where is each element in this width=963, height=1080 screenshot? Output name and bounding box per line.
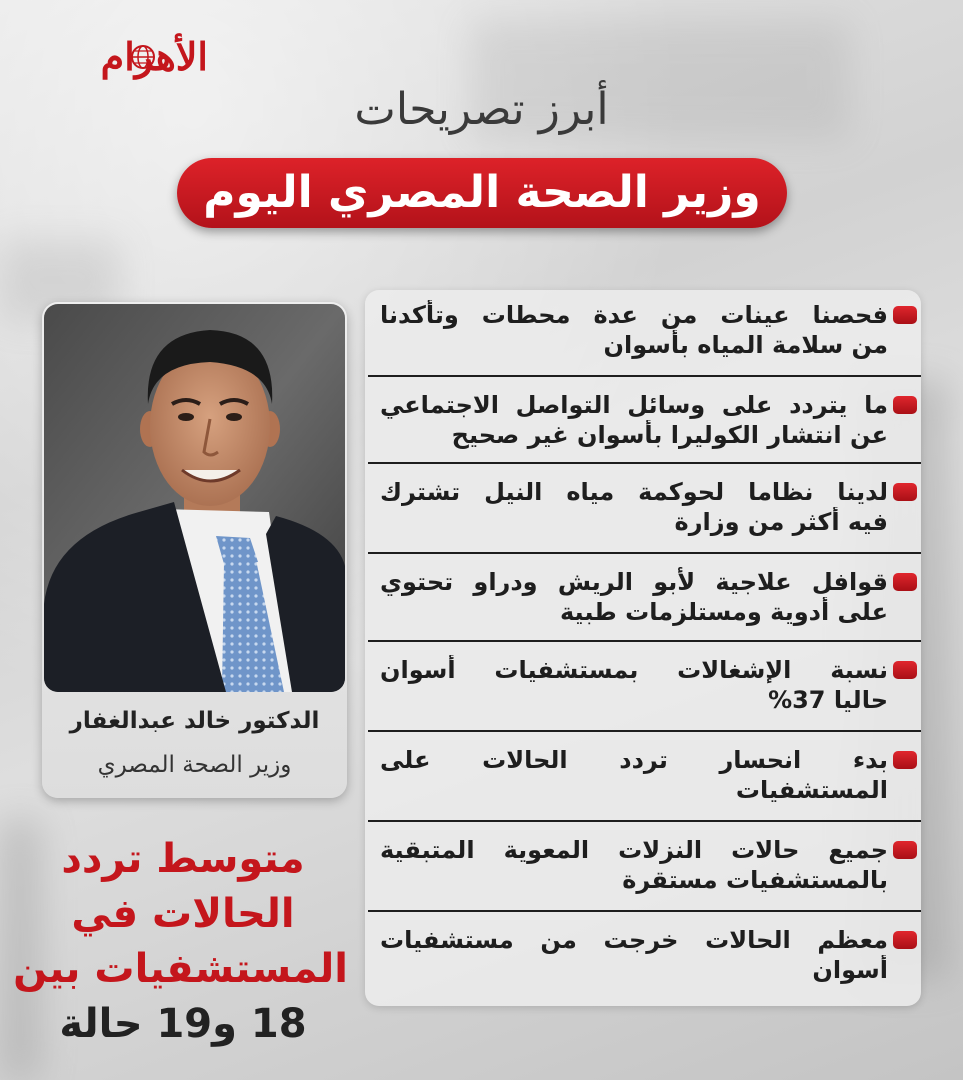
statement-item: [380, 835, 917, 897]
statement-line: حاليا 37%: [768, 686, 888, 714]
highlight-emphasis: 18 و19 حالة: [59, 1001, 307, 1047]
statements-panel: [365, 290, 921, 1006]
statement-line: عن انتشار الكوليرا بأسوان غير صحيح: [451, 421, 888, 449]
statement-line: بدء انحسار تردد الحالات على: [380, 746, 888, 774]
statement-item: [380, 567, 917, 629]
minister-role: وزير الصحة المصري: [97, 752, 292, 778]
divider: [368, 640, 921, 642]
statement-item: [380, 300, 917, 362]
statement-line: فحصنا عينات من عدة محطات وتأكدنا: [380, 301, 888, 329]
bullet-icon: [893, 483, 917, 501]
bullet-icon: [893, 751, 917, 769]
bullet-icon: [893, 661, 917, 679]
statement-line: بالمستشفيات مستقرة: [622, 866, 888, 894]
statement-line: المستشفيات: [735, 776, 888, 804]
globe-icon: [130, 44, 156, 70]
title-banner: وزير الصحة المصري اليوم: [177, 158, 787, 228]
statement-item: [380, 655, 917, 717]
statement-line: نسبة الإشغالات بمستشفيات أسوان: [380, 656, 888, 684]
logo-text: الأهرام: [100, 34, 208, 79]
divider: [368, 375, 921, 377]
statement-item: [380, 477, 917, 539]
highlight-line: المستشفيات بين: [13, 946, 348, 992]
statement-line: لدينا نظاما لحوكمة مياه النيل تشترك: [380, 478, 888, 506]
statement-line: قوافل علاجية لأبو الريش ودراو تحتوي: [380, 568, 888, 596]
page-title: أبرز تصريحات: [354, 84, 609, 135]
portrait-illustration: [44, 304, 345, 692]
bullet-icon: [893, 931, 917, 949]
statement-line: جميع حالات النزلات المعوية المتبقية: [380, 836, 888, 864]
divider: [368, 910, 921, 912]
minister-photo: [44, 304, 345, 692]
statement-item: [380, 745, 917, 807]
statement-line: فيه أكثر من وزارة: [674, 508, 888, 536]
divider: [368, 552, 921, 554]
minister-name: الدكتور خالد عبدالغفار: [69, 708, 320, 734]
statement-line: ما يتردد على وسائل التواصل الاجتماعي: [380, 391, 888, 419]
divider: [368, 462, 921, 464]
statement-line: من سلامة المياه بأسوان: [603, 331, 888, 359]
bullet-icon: [893, 841, 917, 859]
divider: [368, 730, 921, 732]
statement-line: أسوان: [812, 956, 888, 984]
bullet-icon: [893, 396, 917, 414]
divider: [368, 820, 921, 822]
highlight-line: متوسط تردد: [61, 836, 305, 882]
bullet-icon: [893, 573, 917, 591]
highlight-line: الحالات في: [71, 891, 295, 937]
bullet-icon: [893, 306, 917, 324]
statement-line: على أدوية ومستلزمات طبية: [559, 598, 888, 626]
brand-logo: [68, 28, 208, 88]
profile-card: [42, 302, 347, 798]
average-cases-highlight: [13, 832, 348, 1052]
statement-line: معظم الحالات خرجت من مستشفيات: [380, 926, 888, 954]
statement-item: [380, 390, 917, 452]
statement-item: [380, 925, 917, 987]
